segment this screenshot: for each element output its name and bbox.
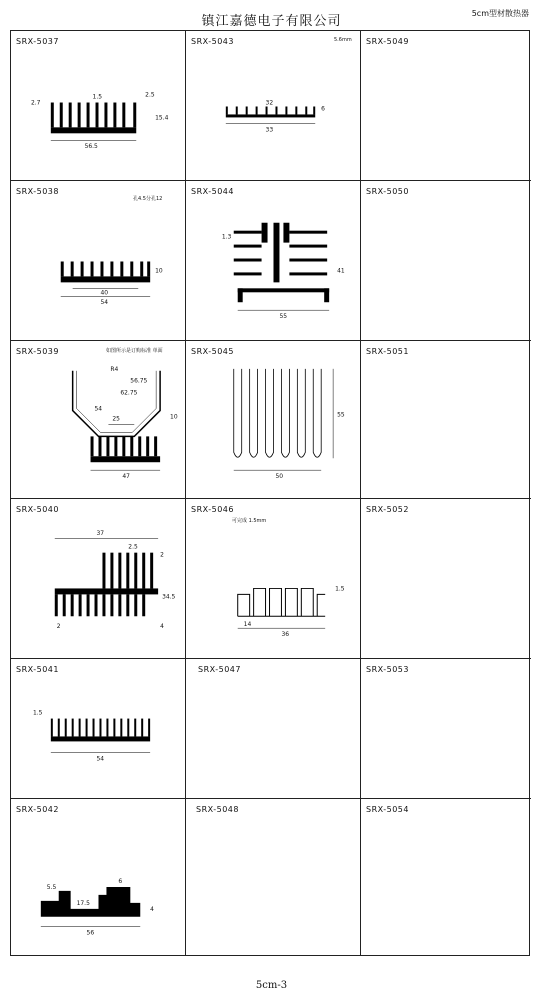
spec-note: 5.6mm [334, 37, 352, 43]
product-code: SRX-5047 [198, 665, 241, 674]
cell-srx-5044 [186, 181, 361, 341]
product-code: SRX-5053 [366, 665, 409, 674]
product-code: SRX-5045 [191, 347, 234, 356]
dim-label: 47 [122, 473, 130, 481]
dim-label: 40 [100, 289, 109, 297]
product-code: SRX-5051 [366, 347, 409, 356]
cell-srx-5038 [11, 181, 186, 341]
product-grid [10, 30, 530, 956]
dim-label: 56 [86, 929, 95, 937]
dim-label: 50 [275, 473, 284, 481]
dim-label: 54 [94, 405, 103, 413]
cell-srx-5042 [11, 799, 186, 955]
dim-label: 6 [118, 877, 123, 885]
dim-label: 10 [155, 267, 163, 275]
heatsink-profile-5046 [186, 499, 360, 658]
dim-label: 56.75 [130, 377, 148, 385]
product-code: SRX-5049 [366, 37, 409, 46]
spec-note: 可完成 1.5mm [232, 518, 267, 524]
product-code: SRX-5042 [16, 805, 59, 814]
dim-label: 2.7 [30, 99, 41, 107]
dim-label: 1.5 [92, 93, 103, 101]
cell-srx-5037 [11, 31, 186, 181]
dim-label: 14 [243, 621, 252, 629]
dim-label: 41 [337, 267, 345, 275]
dim-label: 1.3 [221, 233, 232, 241]
cell-srx-5054 [361, 799, 531, 955]
cell-srx-5052 [361, 499, 531, 659]
heatsink-profile-5041 [11, 659, 185, 798]
dim-label: 56.5 [84, 143, 98, 151]
heatsink-profile-5037 [11, 31, 185, 180]
dim-label: 6 [321, 105, 325, 113]
dim-label: 54 [100, 299, 109, 307]
spec-note: 孔4.5分孔12 [133, 196, 163, 202]
dim-label: 2.5 [145, 91, 155, 99]
product-code: SRX-5040 [16, 505, 59, 514]
heatsink-profile-5042 [11, 799, 185, 955]
dim-label: 2 [160, 551, 164, 559]
cell-srx-5039 [11, 341, 186, 499]
dim-label: 1.5 [335, 585, 345, 593]
company-title: 镇江嘉德电子有限公司 [201, 14, 342, 29]
heatsink-profile-5040 [11, 499, 185, 658]
cell-srx-5051 [361, 341, 531, 499]
dim-label: 37 [96, 529, 105, 537]
heatsink-profile-5045 [186, 341, 360, 498]
product-code: SRX-5052 [366, 505, 409, 514]
dim-label: 54 [96, 755, 105, 763]
cell-srx-5047 [186, 659, 361, 799]
dim-label: 55 [279, 313, 288, 321]
product-code: SRX-5041 [16, 665, 59, 674]
heatsink-profile-5038 [11, 181, 185, 340]
heatsink-profile-5039 [11, 341, 185, 498]
product-code: SRX-5044 [191, 187, 234, 196]
dim-label: 62.75 [120, 389, 138, 397]
product-code: SRX-5037 [16, 37, 59, 46]
product-code: SRX-5046 [191, 505, 234, 514]
cell-srx-5046 [186, 499, 361, 659]
product-code: SRX-5039 [16, 347, 59, 356]
product-code: SRX-5054 [366, 805, 409, 814]
cell-srx-5049 [361, 31, 531, 181]
cell-srx-5053 [361, 659, 531, 799]
dim-label: 4 [160, 623, 164, 631]
dim-label: 15.4 [155, 114, 169, 122]
cell-srx-5045 [186, 341, 361, 499]
cell-srx-5041 [11, 659, 186, 799]
product-code: SRX-5043 [191, 37, 234, 46]
dim-label: 10 [170, 413, 178, 421]
dim-label: 36 [281, 631, 290, 639]
dim-label: 5.5 [46, 883, 57, 891]
dim-label: 33 [265, 126, 274, 134]
dim-label: 25 [112, 415, 120, 423]
dim-label: 32 [265, 99, 274, 107]
cell-srx-5050 [361, 181, 531, 341]
product-code: SRX-5048 [196, 805, 239, 814]
dim-label: 2.5 [128, 543, 138, 551]
cell-srx-5048 [186, 799, 361, 955]
page-number: 5cm-3 [255, 980, 288, 991]
dim-label: 1.5 [32, 709, 43, 717]
dim-label: 2 [56, 623, 61, 631]
dim-label: 55 [337, 411, 345, 419]
category-label: 5cm型材散热器 [471, 9, 529, 18]
heatsink-profile-5044 [186, 181, 360, 340]
dim-label: R4 [110, 365, 119, 373]
dim-label: 4 [150, 905, 154, 913]
spec-note: 如图所示是订购标准 单面 [106, 348, 163, 354]
product-code: SRX-5038 [16, 187, 59, 196]
heatsink-profile-5043 [186, 31, 360, 180]
dim-label: 34.5 [162, 593, 176, 601]
product-code: SRX-5050 [366, 187, 409, 196]
cell-srx-5040 [11, 499, 186, 659]
cell-srx-5043 [186, 31, 361, 181]
dim-label: 17.5 [76, 899, 90, 907]
